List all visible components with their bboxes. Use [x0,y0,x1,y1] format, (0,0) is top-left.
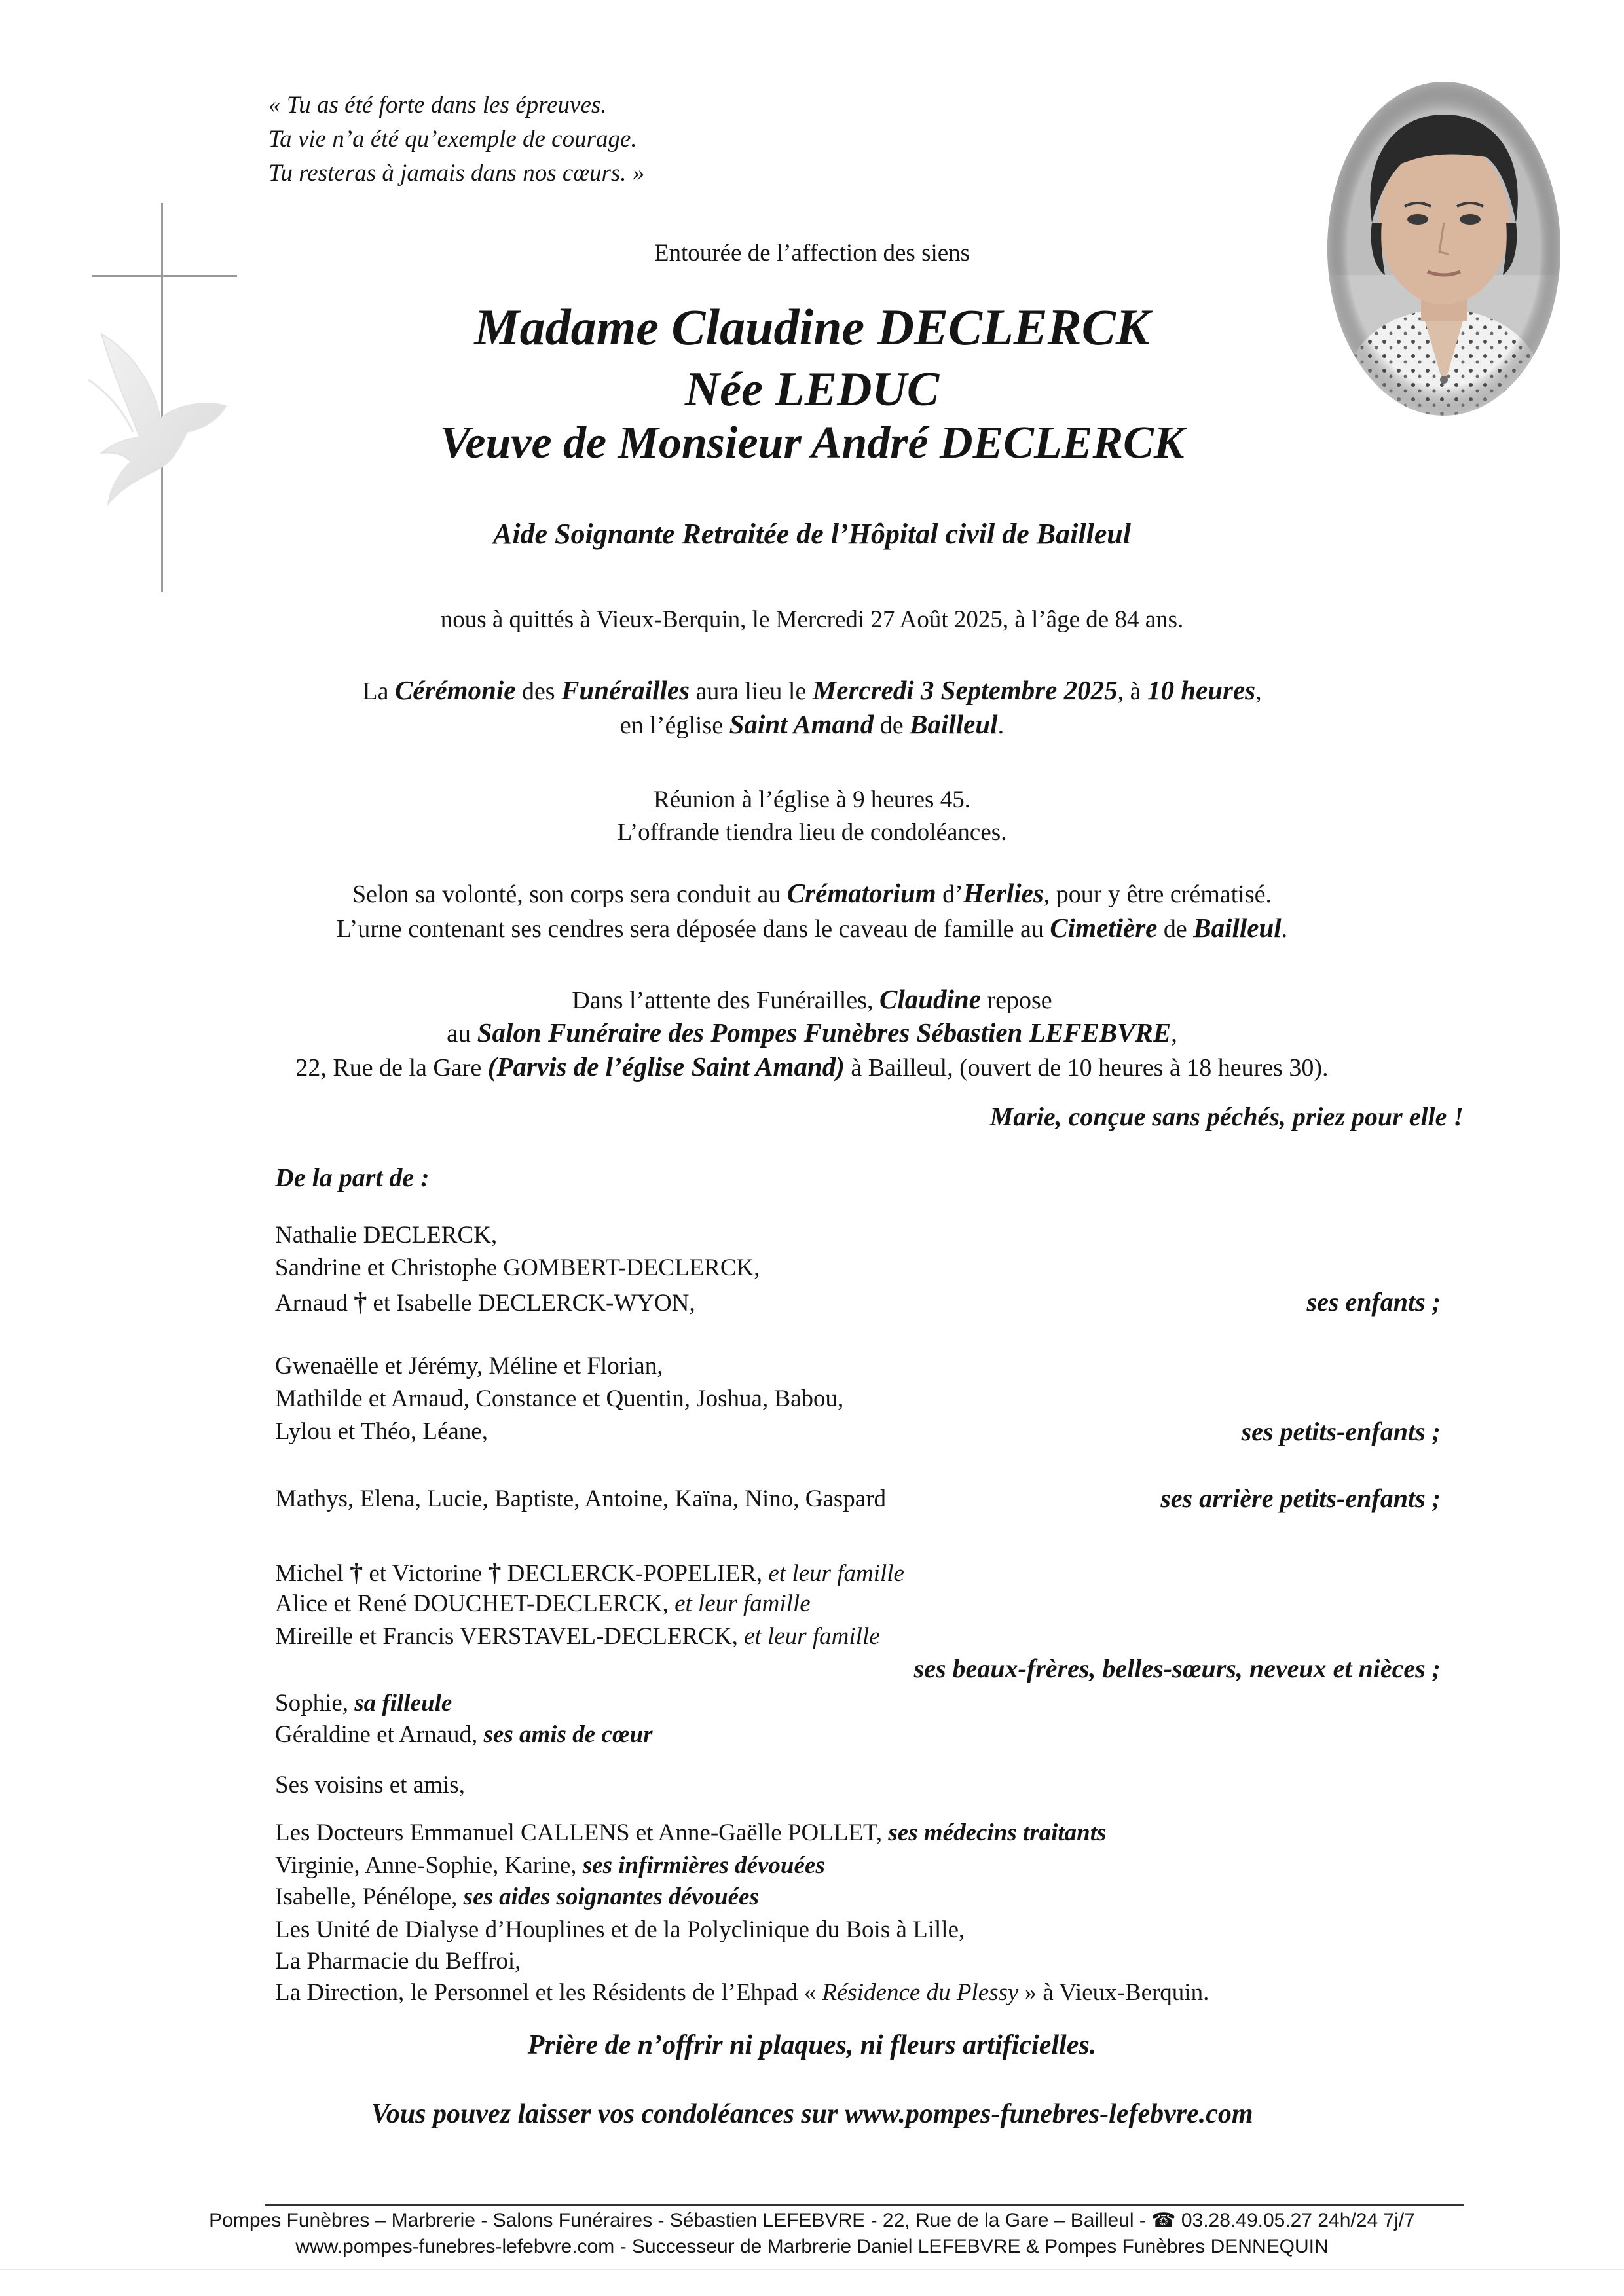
text: DECLERCK-POPELIER, [501,1560,769,1587]
family-line: Gwenaëlle et Jérémy, Méline et Florian, [275,1353,663,1379]
condolences-website: Vous pouvez laisser vos condoléances sur www.pompes-funebres-lefebvre.com [371,2099,1253,2129]
deceased-cross-icon: † [488,1558,502,1587]
epitaph-line: « Tu as été forte dans les épreuves. [268,92,607,118]
church-name: Saint Amand [729,709,874,739]
text: . [997,712,1005,739]
offering-info: L’offrande tiendra lieu de condoléances. [617,819,1007,846]
family-line: Lylou et Théo, Léane, [275,1418,489,1445]
text-emphasis: Cérémonie [394,675,516,705]
text: des [515,678,562,705]
family-line: Ses voisins et amis, [275,1772,465,1798]
family-line [275,1286,695,1317]
death-announcement: nous à quittés à Vieux-Berquin, le Mercredi 27 Août 2025, à l’âge de 84 ans. [440,606,1184,633]
text: de [1157,915,1194,943]
text: et Isabelle DECLERCK-WYON, [367,1290,695,1317]
footer-divider [265,2204,1464,2206]
profession: Aide Soignante Retraitée de l’Hôpital civil de Bailleul [492,518,1132,550]
family-line: Mathys, Elena, Lucie, Baptiste, Antoine, Kaïna, Nino, Gaspard [275,1485,887,1512]
text-emphasis: (Parvis de l’église Saint Amand) [487,1051,845,1082]
funeral-home-name: Salon Funéraire des Pompes Funèbres Sébastien LEFEBVRE [477,1017,1172,1048]
epitaph-line: Tu resteras à jamais dans nos cœurs. » [268,160,645,187]
text: d’ [936,881,963,908]
deceased-cross-icon: † [350,1558,363,1587]
text-emphasis: Bailleul [1193,913,1282,943]
text: aura lieu le [690,678,813,705]
text: L’urne contenant ses cendres sera déposée dans le caveau de famille au [336,915,1050,943]
text: Virginie, Anne-Sophie, Karine, [275,1852,583,1879]
on-behalf-heading: De la part de : [275,1163,430,1192]
family-line [275,1721,652,1749]
intro-text: Entourée de l’affection des siens [654,240,970,266]
family-line [275,1978,1209,2007]
text: de [874,712,910,739]
first-name: Claudine [879,984,981,1014]
family-line: Sandrine et Christophe GOMBERT-DECLERCK, [275,1254,760,1281]
family-line [275,1851,825,1880]
town-name: Bailleul [910,709,998,739]
text-emphasis: Cimetière [1050,913,1158,943]
text: . [1281,915,1288,943]
text: La Direction, le Personnel et les Résidents de l’Ehpad « [275,1979,822,2006]
text: à Bailleul, (ouvert de 10 heures à 18 heures 30). [844,1054,1329,1082]
prayer: Marie, conçue sans péchés, priez pour elle ! [989,1102,1464,1131]
relation-inline: sa filleule [354,1690,452,1717]
family-line [275,1689,452,1717]
relation-inline: ses amis de cœur [483,1721,653,1748]
relation-label: ses enfants ; [1306,1287,1441,1317]
resting-line-2 [0,1017,1624,1048]
text: Isabelle, Pénélope, [275,1884,464,1910]
text: Dans l’attente des Funérailles, [572,987,879,1014]
text-emphasis: Funérailles [561,675,690,705]
ceremony-line-1 [0,674,1624,706]
text: Michel [275,1560,350,1587]
text: , à [1117,678,1147,705]
family-line [275,1883,759,1911]
footer-contact: Pompes Funèbres – Marbrerie - Salons Funéraires - Sébastien LEFEBVRE - 22, Rue de la Gare – Bailleul - ☎ 03.28.49.05.27 24h/24 7j/7 [209,2210,1415,2231]
text-italic: Résidence du Plessy [822,1979,1019,2006]
ceremony-date: Mercredi 3 Septembre 2025 [812,675,1118,705]
text: » à Vieux-Berquin. [1018,1979,1209,2006]
epitaph-line: Ta vie n’a été qu’exemple de courage. [268,126,637,153]
relation-label: ses petits-enfants ; [1241,1417,1441,1446]
ceremony-time: 10 heures [1147,675,1256,705]
text: , [1171,1019,1177,1048]
footer-website: www.pompes-funebres-lefebvre.com - Successeur de Marbrerie Daniel LEFEBVRE & Pompes Funèbres DENNEQUIN [295,2236,1329,2257]
maiden-name: Née LEDUC [684,363,940,416]
epitaph [268,88,858,191]
text: 22, Rue de la Gare [295,1054,488,1082]
family-line: La Pharmacie du Beffroi, [275,1948,521,1975]
family-line [275,1557,904,1588]
text: et Victorine [363,1560,489,1587]
text-italic: et leur famille [768,1560,904,1587]
text: Géraldine et Arnaud, [275,1721,484,1748]
relation-label: ses arrière petits-enfants ; [1160,1484,1441,1513]
no-flowers-request: Prière de n’offrir ni plaques, ni fleurs artificielles. [527,2030,1097,2060]
ceremony-line-2 [0,708,1624,740]
text: Selon sa volonté, son corps sera conduit au [352,881,787,908]
deceased-name: Madame Claudine DECLERCK [474,299,1150,355]
text: Arnaud [275,1290,354,1317]
family-line: Mathilde et Arnaud, Constance et Quentin, Joshua, Babou, [275,1385,844,1412]
relation-label: ses beaux-frères, belles-sœurs, neveux et nièces ; [913,1654,1441,1683]
text: en l’église [619,712,729,739]
text: Mireille et Francis VERSTAVEL-DECLERCK, [275,1623,745,1650]
cremation-line-2 [0,912,1624,943]
page-edge-line [0,2269,1624,2270]
text: repose [980,987,1052,1014]
meeting-info: Réunion à l’église à 9 heures 45. [654,786,970,813]
relation-inline: ses aides soignantes dévouées [463,1884,759,1910]
cremation-line-1 [0,877,1624,909]
text-italic: et leur famille [744,1623,880,1650]
resting-line-1 [0,983,1624,1015]
text: La [362,678,395,705]
deceased-cross-icon: † [354,1287,367,1317]
family-line [275,1622,880,1650]
relation-inline: ses médecins traitants [888,1819,1107,1846]
text-italic: et leur famille [674,1590,811,1617]
widow-of: Veuve de Monsieur André DECLERCK [439,418,1185,468]
text: Les Docteurs Emmanuel CALLENS et Anne-Gaëlle POLLET, [275,1819,889,1846]
text: , pour y être crématisé. [1043,881,1272,908]
relation-inline: ses infirmières dévouées [582,1852,825,1879]
family-line: Les Unité de Dialyse d’Houplines et de la Polyclinique du Bois à Lille, [275,1916,965,1943]
text-emphasis: Crématorium [786,878,936,908]
text: , [1255,678,1262,705]
text: Sophie, [275,1690,355,1717]
resting-line-3 [0,1051,1624,1082]
family-line [275,1590,811,1618]
family-line [275,1819,1106,1847]
cross-icon-arm [92,275,237,277]
text-emphasis: Herlies [963,878,1044,908]
text: Alice et René DOUCHET-DECLERCK, [275,1590,675,1617]
family-line: Nathalie DECLERCK, [275,1222,498,1248]
text: au [447,1019,477,1048]
